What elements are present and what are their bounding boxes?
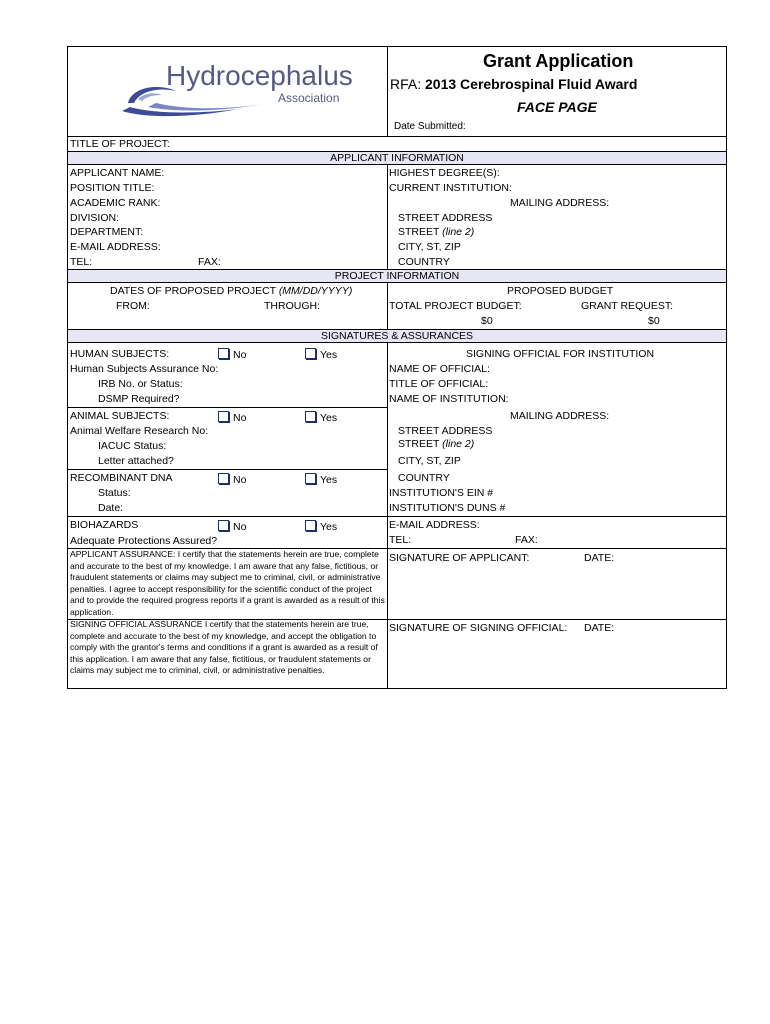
face-page-label: FACE PAGE [517,99,597,115]
human-subjects-label: HUMAN SUBJECTS: [70,348,170,360]
official-mailing-address: MAILING ADDRESS: [510,410,610,422]
grant-request-value[interactable]: $0 [648,315,660,327]
grant-request-label: GRANT REQUEST: [581,300,673,312]
checkbox-icon[interactable] [305,520,316,531]
applicant-name[interactable]: APPLICANT NAME: [70,167,165,179]
street-line2-note: (line 2) [442,226,475,238]
checkbox-icon[interactable] [305,411,316,422]
applicant-date[interactable]: DATE: [584,552,615,564]
animal-subjects-yes[interactable] [305,411,337,425]
no-label: No [233,474,247,486]
checkbox-icon[interactable] [218,348,229,359]
official-assurance-text: SIGNING OFFICIAL ASSURANCE I certify that the statements herein are true, complete and accurate to the best of my knowledge, and accept the obligation to comply with the grantor's terms and conditions if a grant is awarded as a result of this application. I am aware that any false, fictitious, or fraudulent statements or claims may subject me to criminal, civil, or administrative penalties. [70,619,378,676]
recombinant-status[interactable]: Status: [98,487,131,499]
street-line2[interactable] [398,226,474,239]
official-fax[interactable]: FAX: [515,534,538,546]
signatures-heading: SIGNATURES & ASSURANCES [68,329,726,343]
applicant-info-heading: APPLICANT INFORMATION [68,151,726,165]
signature-of-applicant[interactable]: SIGNATURE OF APPLICANT: [389,552,530,564]
biohazards-no[interactable] [218,520,246,534]
country[interactable]: COUNTRY [398,256,450,268]
official-street-line2[interactable] [398,438,474,451]
email-address[interactable]: E-MAIL ADDRESS: [70,241,161,253]
hs-rule [68,407,387,408]
total-budget-label: TOTAL PROJECT BUDGET: [389,300,522,312]
official-tel[interactable]: TEL: [389,534,412,546]
official-street-address[interactable]: STREET ADDRESS [398,425,493,437]
rfa-line [390,75,637,93]
tel[interactable]: TEL: [70,256,93,268]
form-title: Grant Application [483,51,634,71]
name-of-official[interactable]: NAME OF OFFICIAL: [389,363,490,375]
logo-sub-text: Association [278,91,340,105]
name-of-institution[interactable]: NAME OF INSTITUTION: [389,393,509,405]
no-label: No [233,412,247,424]
institution-ein[interactable]: INSTITUTION'S EIN # [389,487,494,499]
street-line2-label: STREET [398,226,440,238]
logo-main-text: Hydrocephalus [166,60,353,91]
applicant-assurance-text: APPLICANT ASSURANCE: I certify that the statements herein are true, complete and accurate to the best of my knowledge. I am aware that any false, fictitious, or fraudulent statements or claims may subject me to criminal, civil, or administrative penalties. I agree to accept responsibility for the scientific conduct of the project and to provide the required progress reports if a grant is awarded as a result of this application. [70,549,385,617]
total-budget-value[interactable]: $0 [481,315,493,327]
department[interactable]: DEPARTMENT: [70,226,144,238]
checkbox-icon[interactable] [305,473,316,484]
recombinant-no[interactable] [218,473,246,487]
signing-official-heading: SIGNING OFFICIAL FOR INSTITUTION [466,348,655,360]
fax[interactable]: FAX: [198,256,221,268]
adequate-protections[interactable]: Adequate Protections Assured? [70,535,218,547]
recombinant-rule [68,516,387,517]
letter-attached[interactable]: Letter attached? [98,455,174,467]
division[interactable]: DIVISION: [70,212,120,224]
position-title[interactable]: POSITION TITLE: [70,182,155,194]
human-subjects-yes[interactable] [305,348,337,362]
checkbox-icon[interactable] [218,473,229,484]
hs-assurance[interactable]: Human Subjects Assurance No: [70,363,219,375]
iacuc-status[interactable]: IACUC Status: [98,440,167,452]
no-label: No [233,349,247,361]
checkbox-icon[interactable] [305,348,316,359]
through-date[interactable]: THROUGH: [264,300,320,312]
rfa-name: 2013 Cerebrospinal Fluid Award [425,76,638,92]
applicant-divider [387,165,388,269]
human-subjects-no[interactable] [218,348,246,362]
yes-label: Yes [320,521,338,533]
from-date[interactable]: FROM: [116,300,150,312]
checkbox-icon[interactable] [218,520,229,531]
official-rule [387,516,726,517]
yes-label: Yes [320,349,338,361]
header-divider [387,47,388,136]
dates-format: (MM/DD/YYYY) [278,285,353,297]
animal-subjects-no[interactable] [218,411,246,425]
signature-of-official[interactable]: SIGNATURE OF SIGNING OFFICIAL: [389,622,568,634]
recombinant-yes[interactable] [305,473,337,487]
academic-rank[interactable]: ACADEMIC RANK: [70,197,161,209]
no-label: No [233,521,247,533]
dsmp-required[interactable]: DSMP Required? [98,393,180,405]
official-city[interactable]: CITY, ST, ZIP [398,455,461,467]
biohazards-label: BIOHAZARDS [70,519,139,531]
title-of-official[interactable]: TITLE OF OFFICIAL: [389,378,489,390]
dates-of-project [110,285,352,298]
grant-form [67,46,727,689]
recombinant-date[interactable]: Date: [98,502,124,514]
project-divider [387,283,388,329]
biohazards-yes[interactable] [305,520,337,534]
street-address[interactable]: STREET ADDRESS [398,212,493,224]
yes-label: Yes [320,474,338,486]
rule [68,136,726,137]
title-of-project: TITLE OF PROJECT: [70,138,170,150]
city-st-zip[interactable]: CITY, ST, ZIP [398,241,461,253]
irb-status[interactable]: IRB No. or Status: [98,378,183,390]
institution-duns[interactable]: INSTITUTION'S DUNS # [389,502,506,514]
mailing-address: MAILING ADDRESS: [510,197,610,209]
official-country[interactable]: COUNTRY [398,472,450,484]
project-info-heading: PROJECT INFORMATION [68,269,726,283]
rfa-prefix: RFA: [390,76,422,92]
yes-label: Yes [320,412,338,424]
animal-rule [68,469,387,470]
animal-welfare[interactable]: Animal Welfare Research No: [70,425,209,437]
dates-label: DATES OF PROPOSED PROJECT [110,285,276,297]
animal-subjects-label: ANIMAL SUBJECTS: [70,410,170,422]
recombinant-label: RECOMBINANT DNA [70,472,173,484]
date-submitted: Date Submitted: [394,121,466,132]
official-street-line2-note: (line 2) [442,438,475,450]
official-email[interactable]: E-MAIL ADDRESS: [389,519,480,531]
current-institution[interactable]: CURRENT INSTITUTION: [389,182,512,194]
hydrocephalus-logo [118,59,358,121]
highest-degree[interactable]: HIGHEST DEGREE(S): [389,167,500,179]
checkbox-icon[interactable] [218,411,229,422]
proposed-budget: PROPOSED BUDGET [507,285,614,297]
official-street-line2-label: STREET [398,438,440,450]
official-date[interactable]: DATE: [584,622,615,634]
